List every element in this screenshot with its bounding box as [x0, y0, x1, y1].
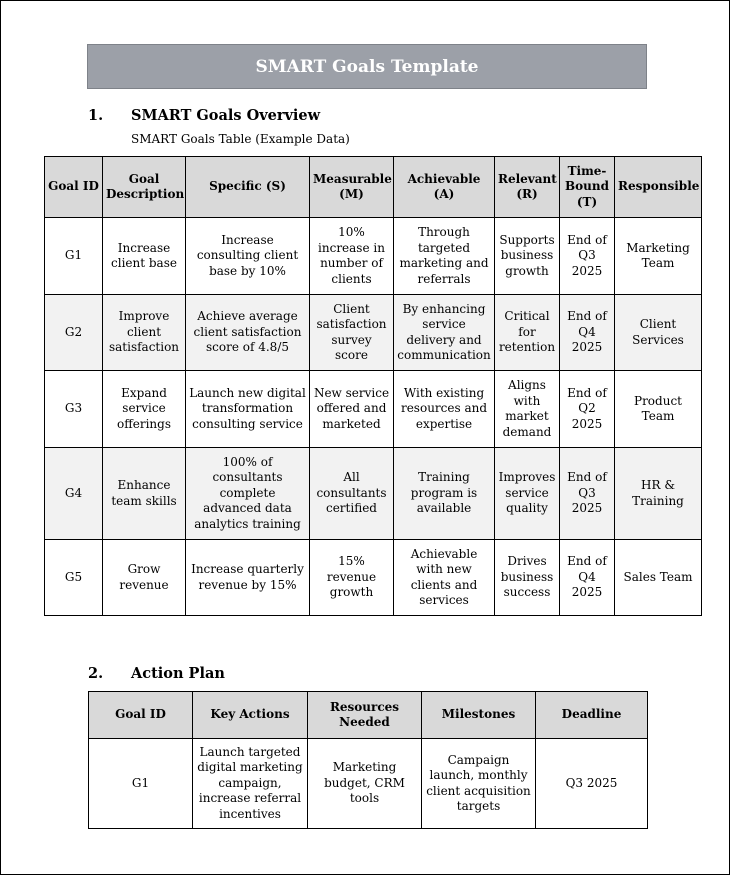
- section-1-title: SMART Goals Overview: [131, 107, 321, 124]
- header-responsible: Responsible: [615, 157, 702, 218]
- section-1-heading: [88, 107, 320, 124]
- section-2-title: Action Plan: [131, 665, 225, 682]
- document-title: SMART Goals Template: [255, 56, 479, 77]
- cell-goal-id: G1: [45, 218, 103, 295]
- table-header-row: [45, 157, 702, 218]
- cell-goal-id: G5: [45, 540, 103, 616]
- cell-goal-id: G4: [45, 448, 103, 540]
- table-row: [45, 448, 702, 540]
- cell-goal-description: Increase client base: [103, 218, 186, 295]
- header-time-bound: Time-Bound (T): [560, 157, 615, 218]
- cell-relevant: Improves service quality: [495, 448, 560, 540]
- table-row: [89, 739, 648, 829]
- cell-goal-id: G2: [45, 295, 103, 371]
- cell-resources-needed: Marketing budget, CRM tools: [308, 739, 422, 829]
- table-caption: SMART Goals Table (Example Data): [131, 132, 350, 146]
- cell-goal-description: Expand service offerings: [103, 371, 186, 448]
- cell-time-bound: End of Q2 2025: [560, 371, 615, 448]
- cell-specific: Increase consulting client base by 10%: [186, 218, 310, 295]
- cell-goal-id: G1: [89, 739, 193, 829]
- section-2-number: 2.: [88, 665, 104, 682]
- table-header-row: [89, 692, 648, 739]
- cell-deadline: Q3 2025: [536, 739, 648, 829]
- cell-responsible: Marketing Team: [615, 218, 702, 295]
- cell-achievable: Through targeted marketing and referrals: [394, 218, 495, 295]
- cell-time-bound: End of Q3 2025: [560, 448, 615, 540]
- cell-relevant: Aligns with market demand: [495, 371, 560, 448]
- cell-time-bound: End of Q4 2025: [560, 540, 615, 616]
- cell-responsible: Client Services: [615, 295, 702, 371]
- cell-measurable: 10% increase in number of clients: [310, 218, 394, 295]
- header-milestones: Milestones: [422, 692, 536, 739]
- header-relevant: Relevant (R): [495, 157, 560, 218]
- cell-milestones: Campaign launch, monthly client acquisition targets: [422, 739, 536, 829]
- section-2-heading: [88, 665, 225, 682]
- document-title-bar: [87, 44, 647, 89]
- header-key-actions: Key Actions: [193, 692, 308, 739]
- section-1-number: 1.: [88, 107, 104, 124]
- cell-measurable: Client satisfaction survey score: [310, 295, 394, 371]
- cell-specific: Increase quarterly revenue by 15%: [186, 540, 310, 616]
- header-deadline: Deadline: [536, 692, 648, 739]
- action-plan-table: [88, 691, 648, 829]
- cell-achievable: Training program is available: [394, 448, 495, 540]
- cell-responsible: Sales Team: [615, 540, 702, 616]
- table-row: [45, 371, 702, 448]
- cell-achievable: With existing resources and expertise: [394, 371, 495, 448]
- cell-responsible: Product Team: [615, 371, 702, 448]
- cell-achievable: Achievable with new clients and services: [394, 540, 495, 616]
- cell-goal-description: Grow revenue: [103, 540, 186, 616]
- cell-measurable: New service offered and marketed: [310, 371, 394, 448]
- table-row: [45, 295, 702, 371]
- cell-goal-description: Enhance team skills: [103, 448, 186, 540]
- cell-relevant: Supports business growth: [495, 218, 560, 295]
- header-achievable: Achievable (A): [394, 157, 495, 218]
- header-goal-description: Goal Description: [103, 157, 186, 218]
- cell-achievable: By enhancing service delivery and communication: [394, 295, 495, 371]
- cell-measurable: 15% revenue growth: [310, 540, 394, 616]
- table-row: [45, 540, 702, 616]
- header-goal-id: Goal ID: [45, 157, 103, 218]
- cell-time-bound: End of Q4 2025: [560, 295, 615, 371]
- cell-time-bound: End of Q3 2025: [560, 218, 615, 295]
- header-resources-needed: Resources Needed: [308, 692, 422, 739]
- header-specific: Specific (S): [186, 157, 310, 218]
- table-row: [45, 218, 702, 295]
- cell-specific: Launch new digital transformation consulting service: [186, 371, 310, 448]
- cell-relevant: Critical for retention: [495, 295, 560, 371]
- cell-relevant: Drives business success: [495, 540, 560, 616]
- cell-goal-id: G3: [45, 371, 103, 448]
- header-goal-id: Goal ID: [89, 692, 193, 739]
- cell-responsible: HR & Training: [615, 448, 702, 540]
- header-measurable: Measurable (M): [310, 157, 394, 218]
- cell-goal-description: Improve client satisfaction: [103, 295, 186, 371]
- cell-measurable: All consultants certified: [310, 448, 394, 540]
- cell-specific: Achieve average client satisfaction score of 4.8/5: [186, 295, 310, 371]
- cell-specific: 100% of consultants complete advanced data analytics training: [186, 448, 310, 540]
- cell-key-actions: Launch targeted digital marketing campaign, increase referral incentives: [193, 739, 308, 829]
- smart-goals-table: [44, 156, 702, 616]
